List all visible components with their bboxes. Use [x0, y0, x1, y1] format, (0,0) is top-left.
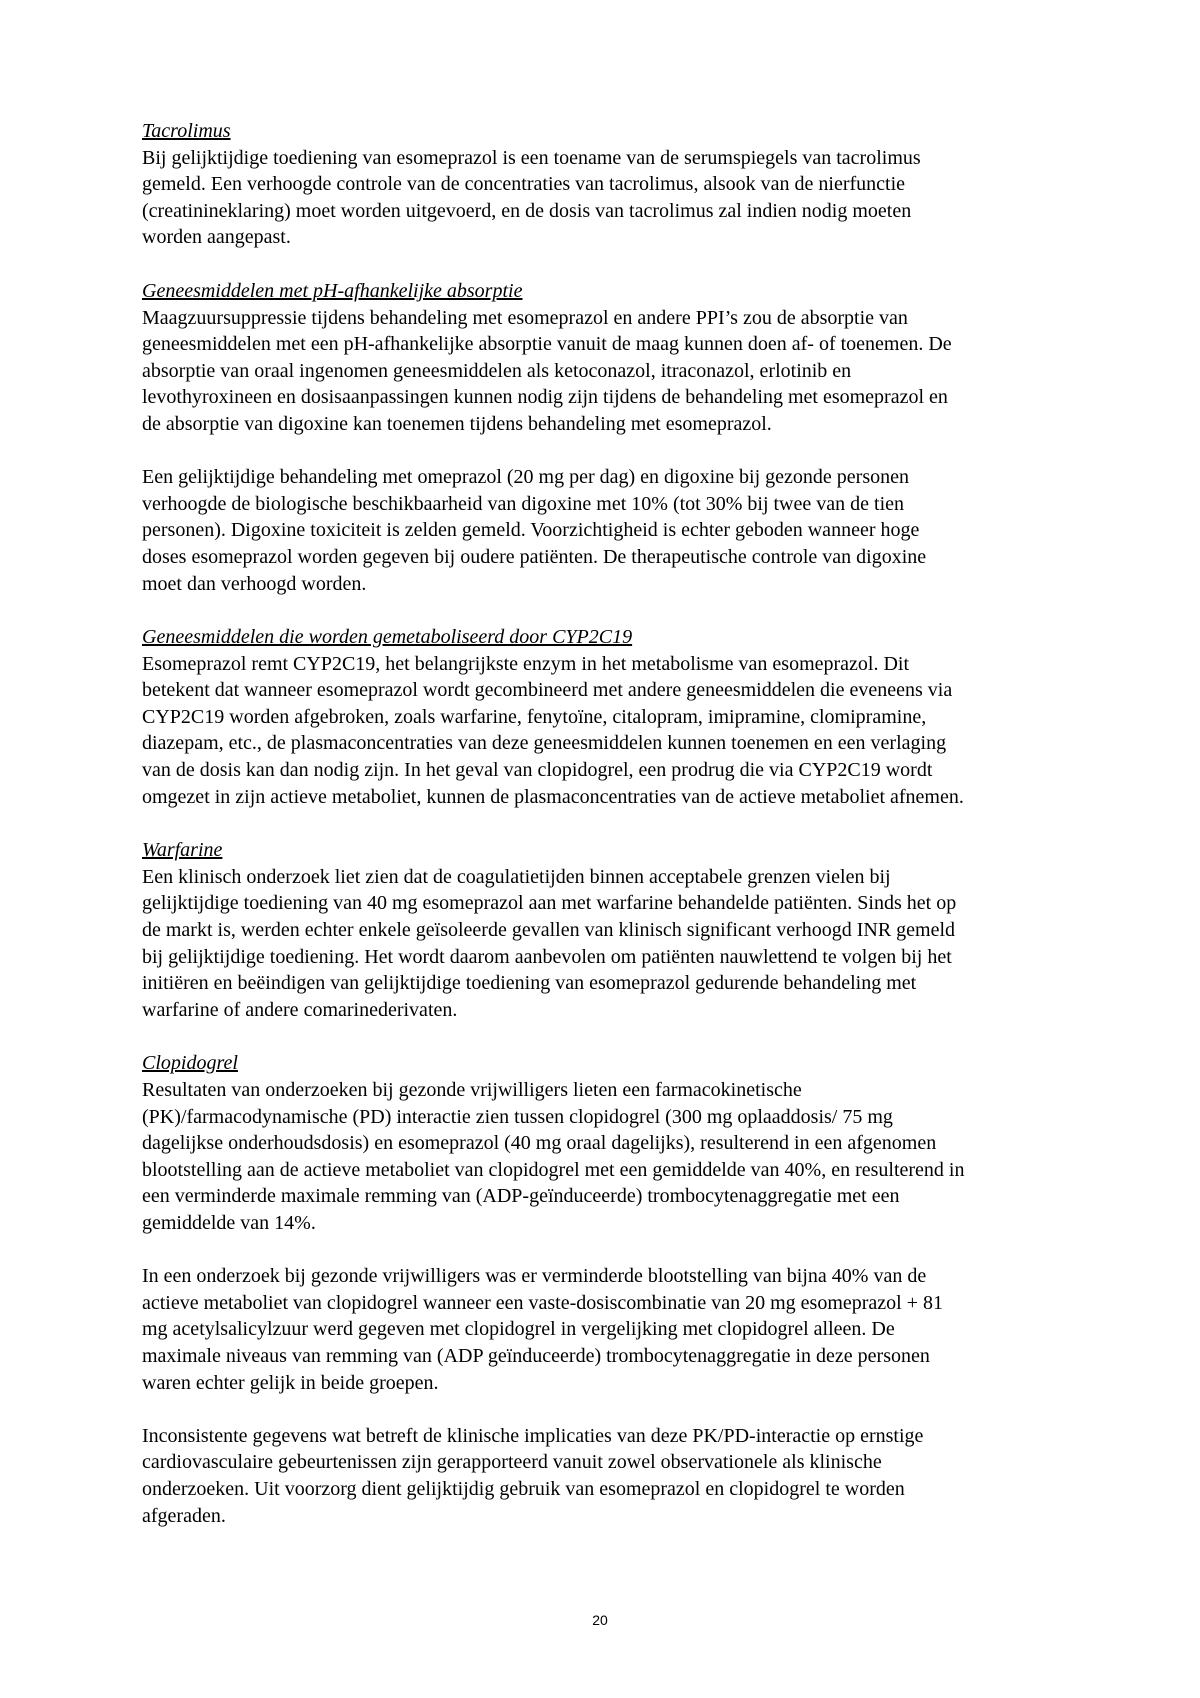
- paragraph: Inconsistente gegevens wat betreft de klinische implicaties van deze PK/PD-interactie op ernstige cardiovasculaire gebeurtenissen zijn gerapporteerd vanuit zowel observationele als klinische onderzoeken. Uit voorzorg dient gelijktijdig gebruik van esomeprazol en clopidogrel te worden afgeraden.: [142, 1424, 924, 1527]
- section-heading: Geneesmiddelen die worden gemetaboliseerd door CYP2C19: [142, 626, 633, 649]
- paragraph: In een onderzoek bij gezonde vrijwilligers was er verminderde blootstelling van bijna 40% van de actieve metaboliet van clopidogrel wanneer een vaste-dosiscombinatie van 20 mg esomeprazol + 81 mg acetylsalicylzuur werd gegeven met clopidogrel in vergelijking met clopidogrel alleen. De maximale niveaus van remming van (ADP geïnduceerde) trombocytenaggregatie in deze personen waren echter gelijk in beide groepen.: [142, 1265, 943, 1394]
- section-tacrolimus: [142, 118, 1082, 251]
- paragraph: Resultaten van onderzoeken bij gezonde vrijwilligers lieten een farmacokinetische (PK)/farmacodynamische (PD) interactie zien tussen clopidogrel (300 mg oplaaddosis/ 75 mg dagelijkse onderhoudsdosis) en esomeprazol (40 mg oraal dagelijks), resulterend in een afgenomen blootstelling aan de actieve metaboliet van clopidogrel met een gemiddelde van 40%, en resulterend in een verminderde maximale remming van (ADP-geïnduceerde) trombocytenaggregatie met een gemiddelde van 14%.: [142, 1079, 965, 1234]
- section-heading: Clopidogrel: [142, 1052, 238, 1075]
- paragraph: Een gelijktijdige behandeling met omeprazol (20 mg per dag) en digoxine bij gezonde personen verhoogde de biologische beschikbaarheid van digoxine met 10% (tot 30% bij twee van de tien personen). Digoxine toxiciteit is zelden gemeld. Voorzichtigheid is echter geboden wanneer hoge doses esomeprazol worden gegeven bij oudere patiënten. De therapeutische controle van digoxine moet dan verhoogd worden.: [142, 466, 927, 595]
- section-ph-absorption: [142, 278, 1082, 597]
- section-heading: Geneesmiddelen met pH-afhankelijke absorptie: [142, 279, 523, 302]
- section-clopidogrel: [142, 1050, 1082, 1529]
- paragraph: Esomeprazol remt CYP2C19, het belangrijkste enzym in het metabolisme van esomeprazol. Dit betekent dat wanneer esomeprazol wordt gecombineerd met andere geneesmiddelen die eveneens via CYP2C19 worden afgebroken, zoals warfarine, fenytoïne, citalopram, imipramine, clomipramine, diazepam, etc., de plasmaconcentraties van deze geneesmiddelen kunnen toenemen en een verlaging van de dosis kan dan nodig zijn. In het geval van clopidogrel, een prodrug die via CYP2C19 wordt omgezet in zijn actieve metaboliet, kunnen de plasmaconcentraties van de actieve metaboliet afnemen.: [142, 652, 964, 808]
- section-cyp2c19: [142, 624, 1082, 810]
- paragraph: Een klinisch onderzoek liet zien dat de coagulatietijden binnen acceptabele grenzen vielen bij gelijktijdige toediening van 40 mg esomeprazol aan met warfarine behandelde patiënten. Sinds het op de markt is, werden echter enkele geïsoleerde gevallen van klinisch significant verhoogd INR gemeld bij gelijktijdige toediening. Het wordt daarom aanbevolen om patiënten nauwlettend te volgen bij het initiëren en beëindigen van gelijktijdige toediening van esomeprazol gedurende behandeling met warfarine of andere comarinederivaten.: [142, 865, 957, 1021]
- section-heading: Warfarine: [142, 839, 223, 862]
- paragraph: Bij gelijktijdige toediening van esomeprazol is een toename van de serumspiegels van tacrolimus gemeld. Een verhoogde controle van de concentraties van tacrolimus, alsook van de nierfunctie (creatinineklaring) moet worden uitgevoerd, en de dosis van tacrolimus zal indien nodig moeten worden aangepast.: [142, 146, 921, 249]
- section-warfarine: [142, 837, 1082, 1023]
- page-number: 20: [592, 1612, 608, 1628]
- section-heading: Tacrolimus: [142, 120, 231, 142]
- document-page: [142, 118, 1082, 1556]
- paragraph: Maagzuursuppressie tijdens behandeling met esomeprazol en andere PPI’s zou de absorptie van geneesmiddelen met een pH-afhankelijke absorptie vanuit de maag kunnen doen af- of toenemen. De absorptie van oraal ingenomen geneesmiddelen als ketoconazol, itraconazol, erlotinib en levothyroxineen en dosisaanpassingen kunnen nodig zijn tijdens de behandeling met esomeprazol en de absorptie van digoxine kan toenemen tijdens behandeling met esomeprazol.: [142, 306, 952, 435]
